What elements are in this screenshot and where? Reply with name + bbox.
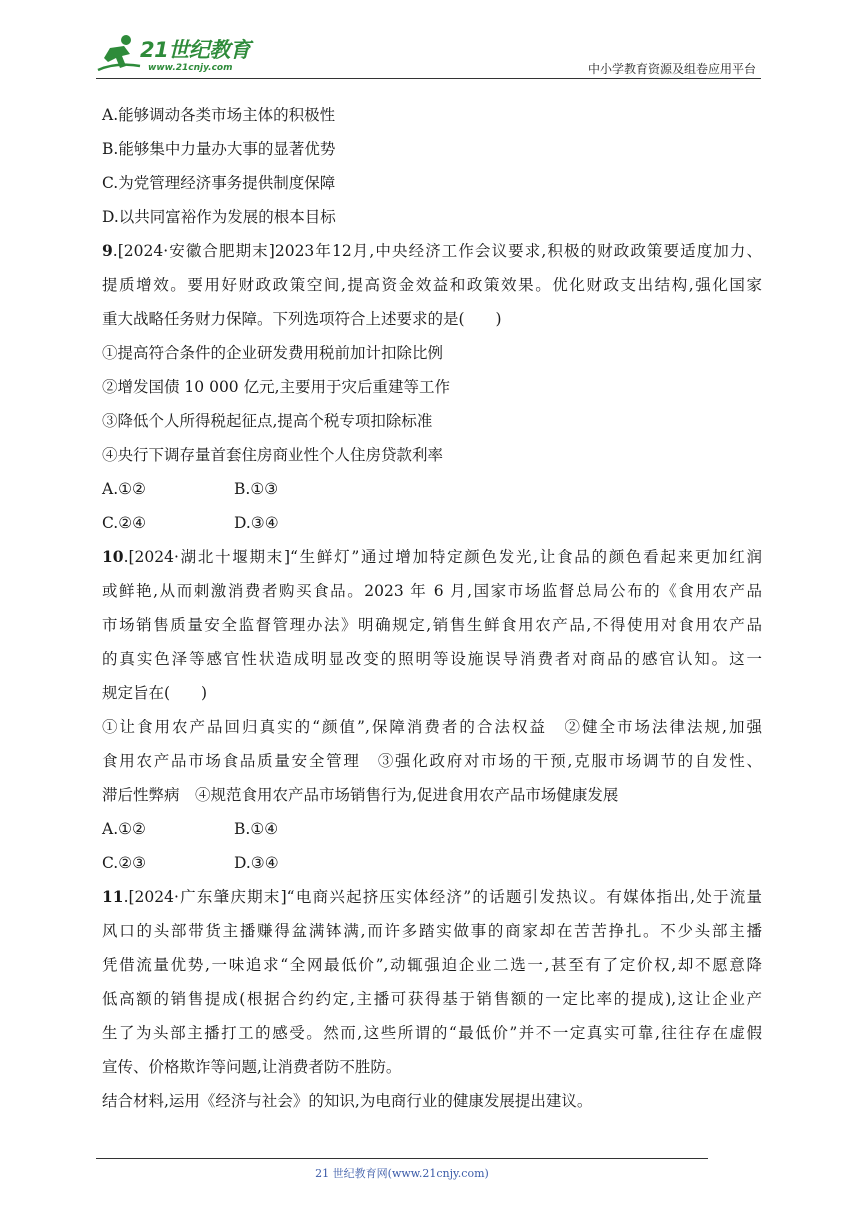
question-content: [102, 98, 762, 1118]
page-header: [96, 30, 766, 80]
option-d: D.以共同富裕作为发展的根本目标: [102, 208, 336, 226]
statement-item: ③降低个人所得税起征点,提高个税专项扣除标准: [102, 412, 433, 430]
runner-icon: [96, 32, 144, 76]
statement-item: ①提高符合条件的企业研发费用税前加计扣除比例: [102, 344, 444, 362]
logo-text: 21世纪教育: [140, 38, 251, 62]
footer-divider: [96, 1158, 708, 1159]
option-d: D.③④: [234, 854, 279, 872]
question-stem-line: .[2024·安徽合肥期末]2023年12月,中央经济工作会议要求,积极的财政政策要适度加力、: [112, 242, 762, 260]
option-a: A.能够调动各类市场主体的积极性: [102, 106, 336, 124]
platform-name: 中小学教育资源及组卷应用平台: [587, 62, 756, 76]
statement-item: ④央行下调存量首套住房商业性个人住房贷款利率: [102, 446, 444, 464]
question-stem-line: 规定旨在( ): [102, 684, 208, 702]
question-stem-line: 的真实色泽等感官性状造成明显改变的照明等设施误导消费者对商品的感官认知。这一: [102, 650, 762, 668]
options-row: [102, 506, 762, 540]
header-divider: [96, 78, 761, 79]
question-task: 结合材料,运用《经济与社会》的知识,为电商行业的健康发展提出建议。: [102, 1092, 593, 1110]
option-b: B.①④: [234, 820, 279, 838]
logo-url: www.21cnjy.com: [148, 63, 233, 73]
question-10: [102, 540, 762, 880]
question-stem-line: .[2024·广东肇庆期末]“电商兴起挤压实体经济”的话题引发热议。有媒体指出,处于流量: [123, 888, 762, 906]
options-row: [102, 472, 762, 506]
question-stem-line: .[2024·湖北十堰期末]“生鲜灯”通过增加特定颜色发光,让食品的颜色看起来更加红润: [123, 548, 762, 566]
site-logo[interactable]: [96, 32, 266, 76]
option-d: D.③④: [234, 514, 279, 532]
option-a: A.①②: [102, 480, 146, 498]
statement-item: 滞后性弊病 ④规范食用农产品市场销售行为,促进食用农产品市场健康发展: [102, 786, 619, 804]
question-stem-line: 重大战略任务财力保障。下列选项符合上述要求的是( ): [102, 310, 502, 328]
question-stem-line: 风口的头部带货主播赚得盆满钵满,而许多踏实做事的商家却在苦苦挣扎。不少头部主播: [102, 922, 762, 940]
option-b: B.①③: [234, 480, 279, 498]
option-c: C.②④: [102, 514, 147, 532]
question-number: 11: [102, 887, 124, 906]
option-b: B.能够集中力量办大事的显著优势: [102, 140, 336, 158]
question-stem-line: 凭借流量优势,一味追求“全网最低价”,动辄强迫企业二选一,甚至有了定价权,却不愿意降: [102, 956, 762, 974]
question-number: 10: [102, 547, 124, 566]
option-c: C.②③: [102, 854, 147, 872]
option-a: A.①②: [102, 820, 146, 838]
footer-link[interactable]: 21 世纪教育网(www.21cnjy.com): [315, 1167, 489, 1180]
options-row: [102, 812, 762, 846]
statement-item: 食用农产品市场食品质量安全管理 ③强化政府对市场的干预,克服市场调节的自发性、: [102, 752, 762, 770]
question-9: [102, 234, 762, 540]
question-stem-line: 生了为头部主播打工的感受。然而,这些所谓的“最低价”并不一定真实可靠,往往存在虚假: [102, 1024, 762, 1042]
question-stem-line: 或鲜艳,从而刺激消费者购买食品。2023 年 6 月,国家市场监督总局公布的《食用农产品: [102, 582, 762, 600]
question-stem-line: 低高额的销售提成(根据合约约定,主播可获得基于销售额的一定比率的提成),这让企业产: [102, 990, 762, 1008]
statement-item: ①让食用农产品回归真实的“颜值”,保障消费者的合法权益 ②健全市场法律法规,加强: [102, 718, 762, 736]
question-stem-line: 市场销售质量安全监督管理办法》明确规定,销售生鲜食用农产品,不得使用对食用农产品: [102, 616, 762, 634]
question-11: [102, 880, 762, 1118]
statement-item: ②增发国债 10 000 亿元,主要用于灾后重建等工作: [102, 378, 451, 396]
option-c: C.为党管理经济事务提供制度保障: [102, 174, 336, 192]
question-number: 9: [102, 241, 113, 260]
options-row: [102, 846, 762, 880]
question-stem-line: 提质增效。要用好财政政策空间,提高资金效益和政策效果。优化财政支出结构,强化国家: [102, 276, 762, 294]
question-stem-line: 宣传、价格欺诈等问题,让消费者防不胜防。: [102, 1058, 402, 1076]
